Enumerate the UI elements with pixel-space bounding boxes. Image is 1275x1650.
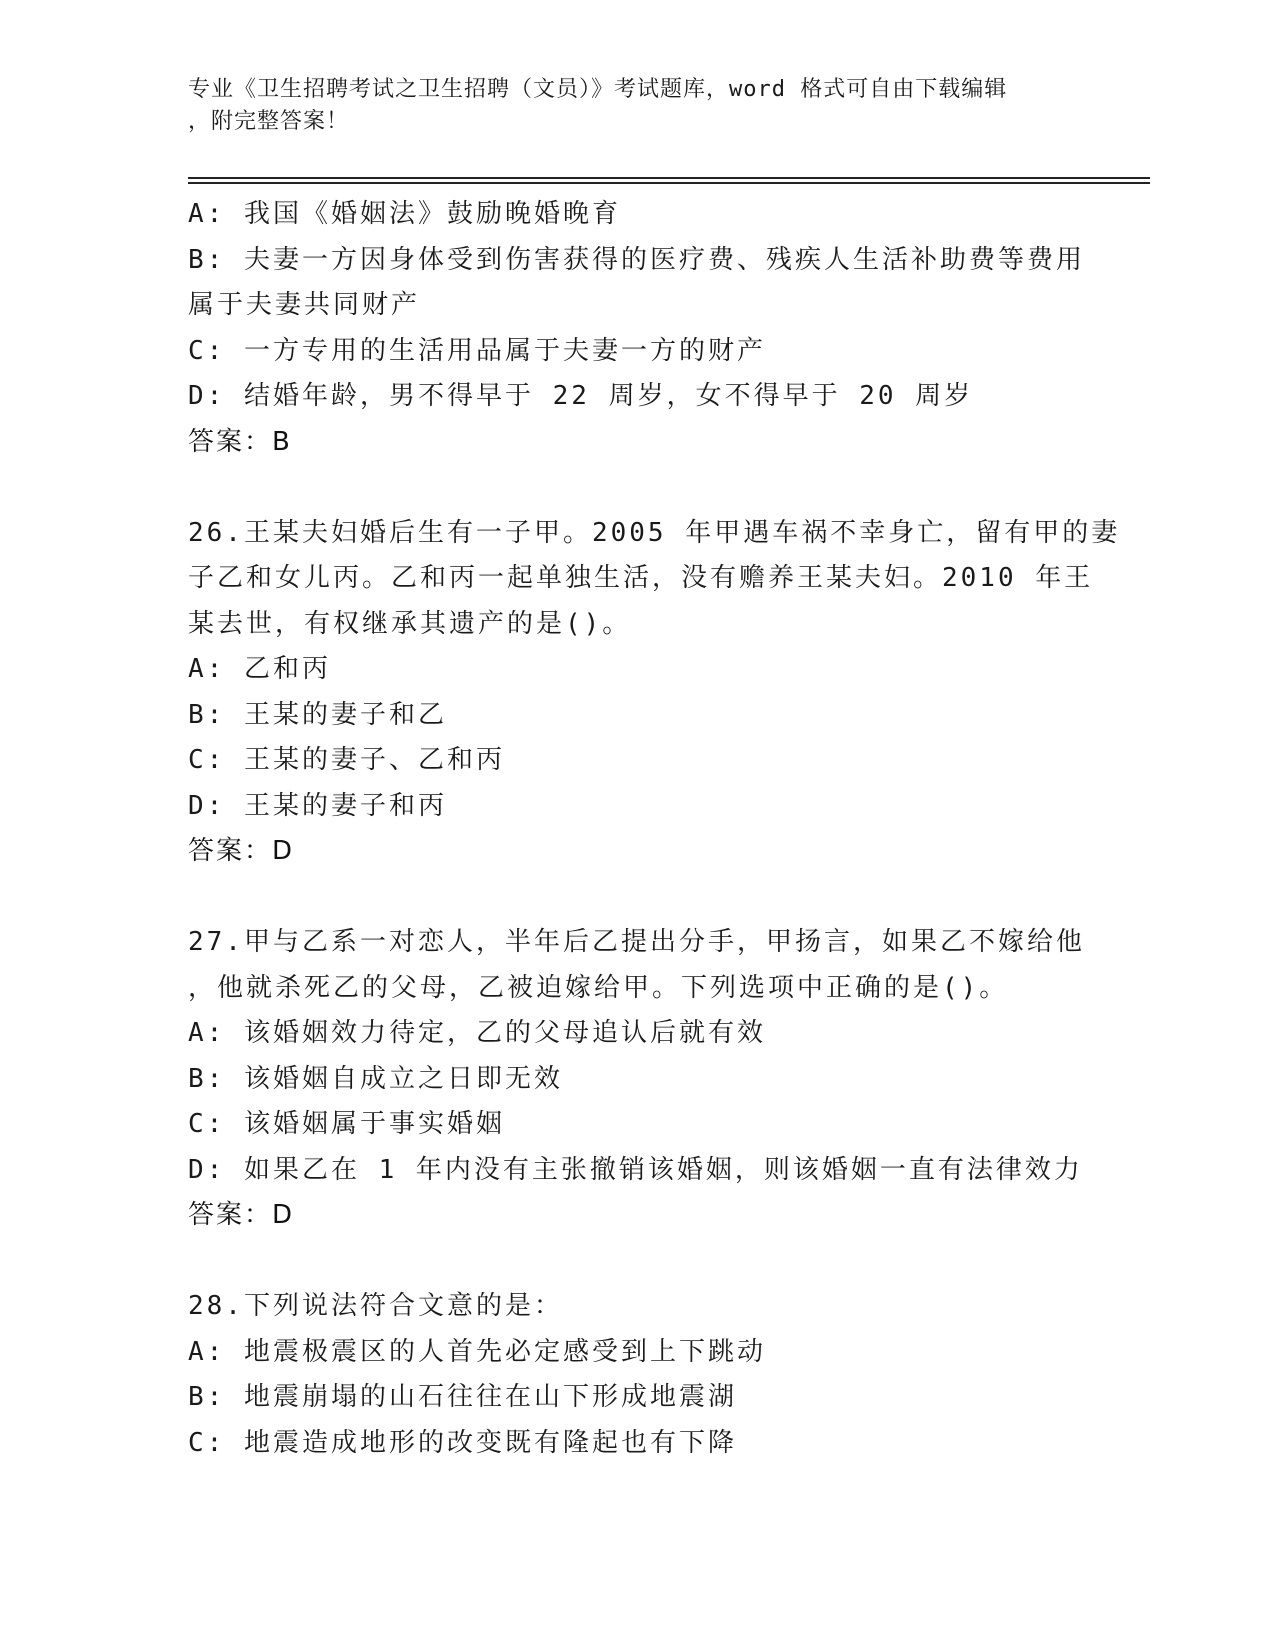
option-a: A: 地震极震区的人首先必定感受到上下跳动	[188, 1336, 766, 1367]
option-b: B: 王某的妻子和乙	[188, 699, 447, 730]
question-stem-line: 28.下列说法符合文意的是：	[188, 1291, 563, 1321]
spacer	[188, 875, 1088, 921]
option-c: C: 一方专用的生活用品属于夫妻一方的财产	[188, 335, 766, 366]
option-b: B: 夫妻一方因身体受到伤害获得的医疗费、残疾人生活补助费等费用	[188, 244, 1085, 275]
answer-line: 答案：D	[188, 836, 295, 866]
option-b: B: 地震崩塌的山石往往在山下形成地震湖	[188, 1382, 737, 1412]
header-line-1: 专业《卫生招聘考试之卫生招聘（文员）》考试题库，word 格式可自由下载编辑	[188, 77, 1008, 102]
option-a: A: 该婚姻效力待定，乙的父母追认后就有效	[188, 1018, 766, 1048]
question-stem-line: 某去世，有权继承其遗产的是()。	[188, 608, 632, 639]
document-body	[188, 192, 1121, 1466]
question-stem-line: 子乙和女儿丙。乙和丙一起单独生活，没有赡养王某夫妇。2010 年王	[188, 563, 1094, 593]
document-header	[188, 74, 1088, 138]
option-a: A: 乙和丙	[188, 654, 331, 684]
answer-line: 答案：D	[188, 1200, 295, 1230]
spacer	[188, 465, 1088, 511]
question-27	[188, 920, 1088, 1239]
header-rule-top	[188, 177, 1150, 179]
header-rule-bottom	[188, 182, 1150, 184]
answer-line: 答案：B	[188, 426, 292, 457]
option-c: C: 该婚姻属于事实婚姻	[188, 1109, 505, 1139]
question-26	[188, 511, 1121, 875]
option-d: D: 王某的妻子和丙	[188, 790, 447, 821]
option-d: D: 如果乙在 1 年内没有主张撤销该婚姻，则该婚姻一直有法律效力	[188, 1154, 1083, 1185]
option-b-continued: 属于夫妻共同财产	[188, 290, 421, 320]
question-28	[188, 1284, 1088, 1466]
question-25	[188, 192, 1088, 465]
option-a: A: 我国《婚姻法》鼓励晚婚晚育	[188, 199, 621, 229]
spacer	[188, 1239, 1088, 1285]
question-stem-line: 27.甲与乙系一对恋人，半年后乙提出分手，甲扬言，如果乙不嫁给他	[188, 927, 1085, 957]
question-stem-line: ，他就杀死乙的父母，乙被迫嫁给甲。下列选项中正确的是()。	[188, 972, 1009, 1003]
option-c: C: 地震造成地形的改变既有隆起也有下降	[188, 1427, 737, 1458]
option-d: D: 结婚年龄，男不得早于 22 周岁，女不得早于 20 周岁	[188, 381, 974, 411]
option-c: C: 王某的妻子、乙和丙	[188, 745, 505, 775]
header-line-2: ，附完整答案！	[188, 109, 350, 134]
option-b: B: 该婚姻自成立之日即无效	[188, 1063, 563, 1094]
question-stem-line: 26.王某夫妇婚后生有一子甲。2005 年甲遇车祸不幸身亡，留有甲的妻	[188, 517, 1121, 548]
